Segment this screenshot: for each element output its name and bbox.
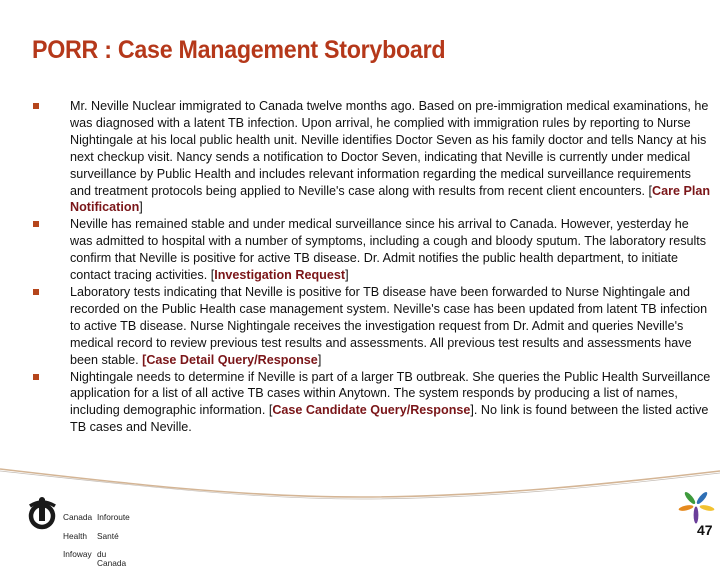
logo-line: Health: [63, 530, 87, 541]
canada-health-infoway-logo-icon: [28, 496, 58, 532]
logo-line: Infoway: [63, 549, 92, 560]
slide-title: PORR : Case Management Storyboard: [32, 36, 446, 64]
bullet-square-icon: [33, 374, 39, 380]
bullet-item: [32, 216, 712, 284]
bullet-square-icon: [33, 221, 39, 227]
message-keyword: Care Plan Notification: [70, 183, 711, 215]
bullet-text: Neville has remained stable and under medical surveillance since his arrival to Canada. However, yesterday he was admitted to hospital with a number of symptoms, including a cough and bloody sputum. The laboratory results confirm that Neville is positive for active TB disease. Dr. Admit notifies the public health department, to initiate contact tracing activities.: [70, 217, 707, 283]
bullet-post: ]: [317, 352, 322, 367]
bullet-pre: [: [648, 183, 653, 198]
bullet-pre: [: [268, 403, 273, 418]
logo-text-english: [63, 504, 92, 568]
star-petal: [695, 491, 709, 506]
bullet-item: [32, 284, 712, 369]
multicolor-star-icon: [675, 489, 719, 525]
bullet-square-icon: [33, 103, 39, 109]
bullet-item: [32, 369, 712, 437]
star-petal: [694, 507, 699, 524]
message-keyword: Case Candidate Query/Response: [272, 403, 471, 418]
page-number: 47: [697, 522, 713, 538]
infoway-logo: [26, 496, 136, 569]
bullet-square-icon: [33, 289, 39, 295]
logo-line: Canada: [63, 512, 93, 523]
logo-line: Santé: [97, 530, 119, 541]
bullet-pre: [: [210, 268, 215, 283]
star-petal: [699, 504, 715, 512]
star-petal: [678, 504, 694, 512]
bullet-list: [32, 98, 712, 436]
bullet-text: Laboratory tests indicating that Neville is positive for TB disease have been forwarded to Nurse Nightingale and recorded on the Public Health case management system. Neville's case has been updated from latent TB infection to active TB disease. Nurse Nightingale receives the investigation request from Dr. Admit and queries Neville's medical record to review previous test results and assessments. All previous test results and assessments have been stable.: [70, 284, 708, 367]
bullet-text: Mr. Neville Nuclear immigrated to Canada twelve months ago. Based on pre-immigration medical examinations, he was diagnosed with a latent TB infection. Upon arrival, he complied with immigration rules by reporting to Nurse Nightingale at his local public health unit. Neville identifies Doctor Seven as his family doctor and tells Nancy at his next checkup visit. Nancy sends a notification to Doctor Seven, indicating that Neville is currently under medical surveillance by Public Health and includes relevant information regarding the medical surveillance requirements and treatment protocols being applied to Neville's case along with results from recent client encounters.: [70, 99, 709, 198]
logo-line: du Canada: [97, 549, 127, 569]
bullet-post: ]: [139, 200, 143, 215]
bullet-post: ]. No link is found between the listed active TB cases and Neville.: [70, 403, 709, 435]
logo-line: Inforoute: [97, 512, 130, 523]
bullet-text: Nightingale needs to determine if Neville is part of a larger TB outbreak. She queries the Public Health Surveillance application for a list of all active TB cases within Anytown. The system responds by producing a list of names, including demographic information.: [70, 369, 711, 418]
bullet-item: [32, 98, 712, 216]
message-keyword: [Case Detail Query/Response: [142, 352, 318, 367]
logo-text-french: [97, 504, 136, 578]
star-petal: [683, 491, 697, 506]
bullet-post: ]: [345, 268, 349, 283]
message-keyword: Investigation Request: [214, 268, 346, 283]
